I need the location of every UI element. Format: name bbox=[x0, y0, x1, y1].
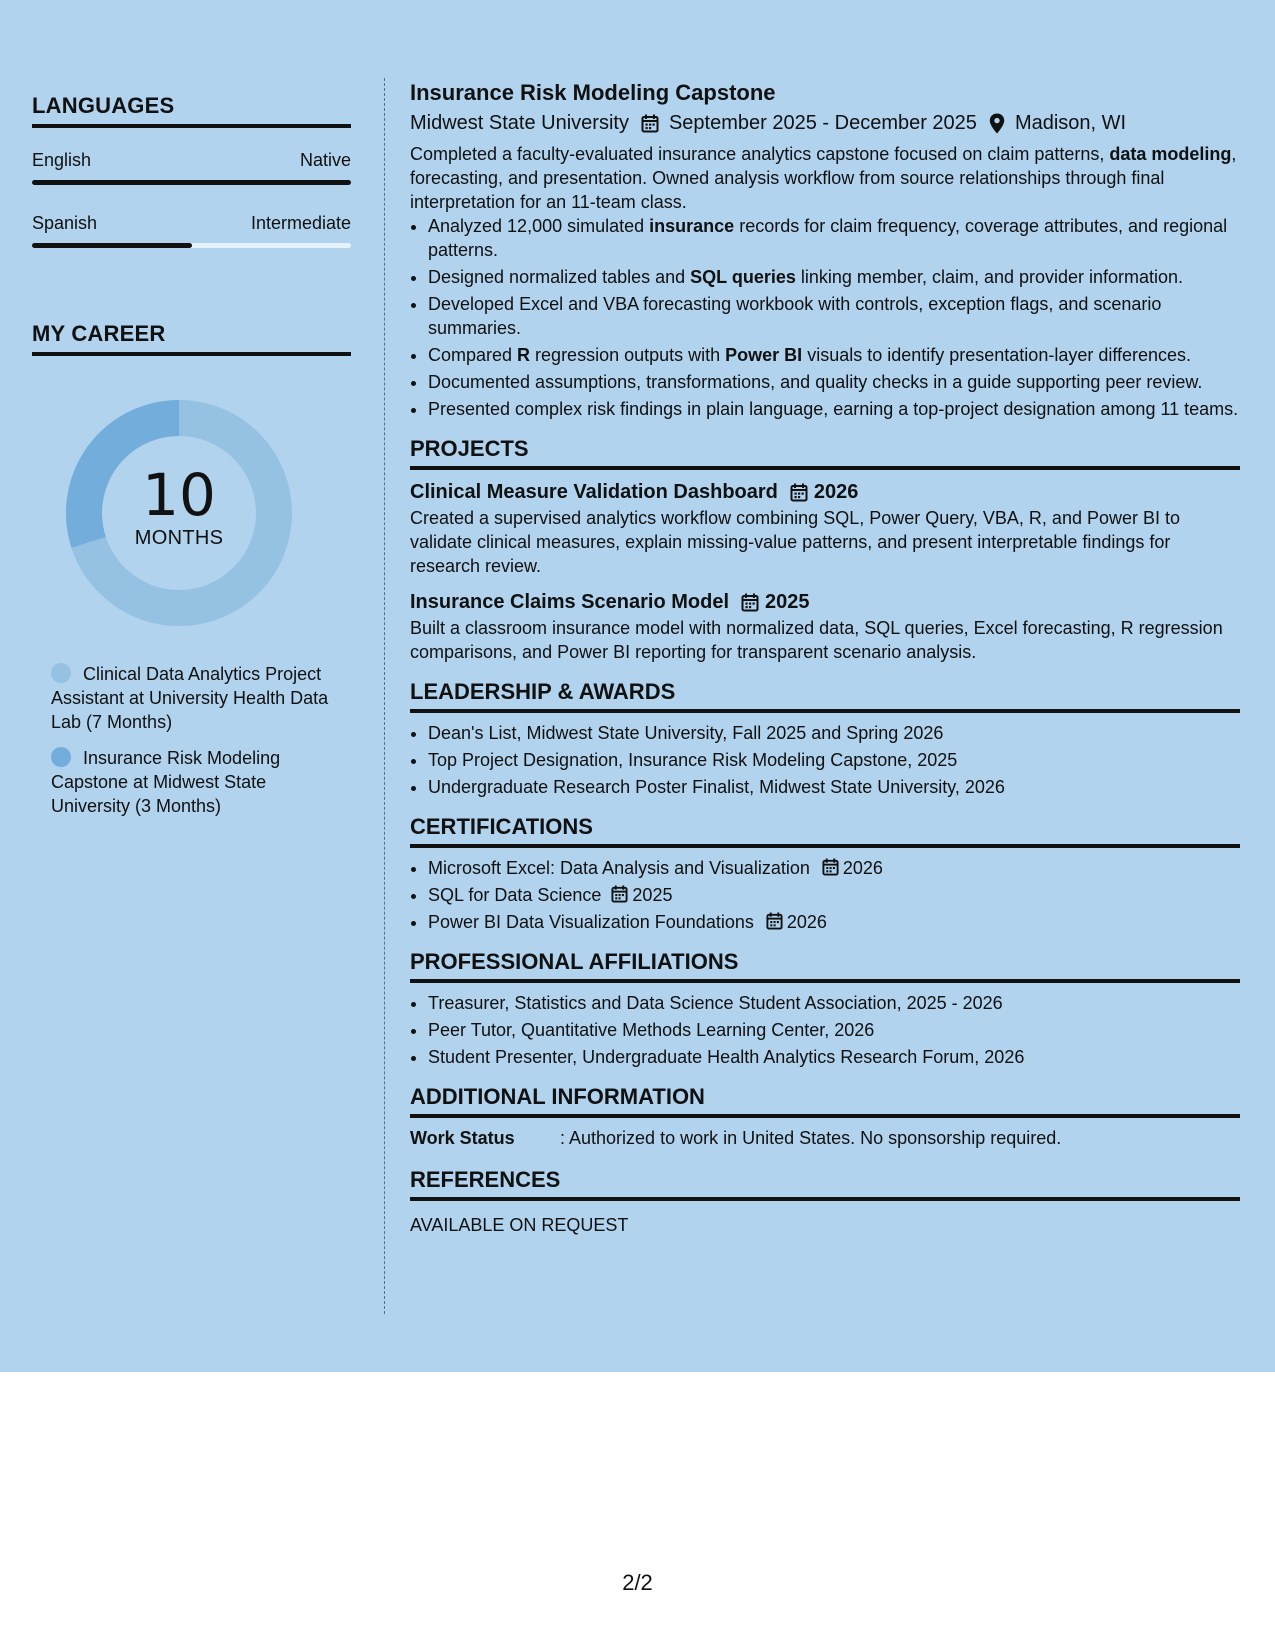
affiliation-item: • Student Presenter, Undergraduate Health Analytics Research Forum, 2026 bbox=[428, 1045, 1240, 1069]
summary-keyword: data modeling bbox=[1109, 144, 1232, 164]
job-bullet: • Documented assumptions, transformations, and quality checks in a guide supporting peer review. bbox=[428, 370, 1240, 394]
job-organization: Midwest State University bbox=[410, 112, 629, 134]
language-item-english bbox=[32, 148, 351, 185]
languages-heading: LANGUAGES bbox=[32, 92, 351, 128]
job-summary bbox=[410, 142, 1240, 214]
language-name: English bbox=[32, 150, 92, 170]
certifications-list bbox=[410, 856, 1240, 934]
career-legend bbox=[51, 662, 331, 818]
job-dates: September 2025 - December 2025 bbox=[668, 112, 977, 134]
project-item bbox=[410, 588, 1240, 664]
projects-heading: PROJECTS bbox=[410, 435, 1240, 470]
leadership-heading: LEADERSHIP & AWARDS bbox=[410, 678, 1240, 713]
language-proficiency-fill bbox=[32, 180, 351, 185]
calendar-icon bbox=[790, 483, 808, 502]
leadership-item: • Undergraduate Research Poster Finalist, Midwest State University, 2026 bbox=[428, 775, 1240, 799]
career-total-months: 10 bbox=[142, 461, 216, 529]
work-status-label: Work Status bbox=[410, 1128, 515, 1148]
additional-info-heading: ADDITIONAL INFORMATION bbox=[410, 1083, 1240, 1118]
job-bullet: • Designed normalized tables and SQL queries linking member, claim, and provider information. bbox=[428, 265, 1240, 289]
calendar-icon bbox=[611, 885, 628, 903]
language-proficiency-bar bbox=[32, 180, 351, 185]
legend-dot bbox=[51, 663, 71, 683]
affiliation-item: • Treasurer, Statistics and Data Science Student Association, 2025 - 2026 bbox=[428, 991, 1240, 1015]
project-title: Insurance Claims Scenario Model bbox=[410, 591, 729, 613]
calendar-icon bbox=[741, 593, 759, 612]
career-legend-item bbox=[51, 746, 331, 818]
leadership-list bbox=[410, 721, 1240, 799]
page-number: 2/2 bbox=[622, 1570, 653, 1595]
project-description: Created a supervised analytics workflow combining SQL, Power Query, VBA, R, and Power BI to validate clinical measures, explain missing-value patterns, and present interpretable findings for research review. bbox=[410, 508, 1181, 576]
job-bullet: • Presented complex risk findings in plain language, earning a top-project designation among 11 teams. bbox=[428, 397, 1240, 421]
references-text: AVAILABLE ON REQUEST bbox=[410, 1215, 629, 1235]
language-level: Native bbox=[299, 150, 351, 170]
job-meta bbox=[410, 108, 1240, 138]
career-heading: MY CAREER bbox=[32, 320, 351, 356]
job-bullet: • Analyzed 12,000 simulated insurance records for claim frequency, coverage attributes, and regional patterns. bbox=[428, 214, 1240, 262]
certification-year: 2026 bbox=[842, 858, 883, 878]
calendar-icon bbox=[822, 858, 839, 876]
language-proficiency-bar bbox=[32, 243, 351, 248]
experience-entry bbox=[410, 78, 1240, 421]
leadership-item: • Dean's List, Midwest State University, Fall 2025 and Spring 2026 bbox=[428, 721, 1240, 745]
map-pin-icon bbox=[989, 113, 1005, 134]
certification-name: Power BI Data Visualization Foundations bbox=[428, 912, 754, 932]
certification-item bbox=[428, 883, 1240, 907]
work-status-row bbox=[410, 1126, 1240, 1150]
affiliation-item: • Peer Tutor, Quantitative Methods Learning Center, 2026 bbox=[428, 1018, 1240, 1042]
legend-text: Insurance Risk Modeling Capstone at Midwest State University (3 Months) bbox=[51, 748, 281, 816]
language-proficiency-fill bbox=[32, 243, 192, 248]
job-location: Madison, WI bbox=[1014, 112, 1127, 134]
certification-item bbox=[428, 910, 1240, 934]
calendar-icon bbox=[766, 912, 783, 930]
summary-text: , forecasting, and presentation. Owned analysis workflow from source relationships through final interpretation for an 11-team class. bbox=[410, 144, 1237, 212]
certification-name: SQL for Data Science bbox=[428, 885, 602, 905]
summary-text: Completed a faculty-evaluated insurance analytics capstone focused on claim patterns, bbox=[410, 144, 1110, 164]
sidebar bbox=[32, 92, 351, 828]
calendar-icon bbox=[641, 114, 659, 133]
column-divider bbox=[384, 78, 385, 1314]
language-level: Intermediate bbox=[250, 213, 351, 233]
project-year: 2025 bbox=[765, 591, 810, 613]
affiliations-heading: PROFESSIONAL AFFILIATIONS bbox=[410, 948, 1240, 983]
job-title: Insurance Risk Modeling Capstone bbox=[410, 80, 776, 105]
leadership-item: • Top Project Designation, Insurance Risk Modeling Capstone, 2025 bbox=[428, 748, 1240, 772]
project-title: Clinical Measure Validation Dashboard bbox=[410, 481, 778, 503]
work-status-value: : Authorized to work in United States. No sponsorship required. bbox=[560, 1128, 1062, 1148]
job-bullet: • Developed Excel and VBA forecasting workbook with controls, exception flags, and scenario summaries. bbox=[428, 292, 1240, 340]
project-description: Built a classroom insurance model with normalized data, SQL queries, Excel forecasting, R regression comparisons, and Power BI reporting for transparent scenario analysis. bbox=[410, 618, 1223, 662]
language-name: Spanish bbox=[32, 213, 98, 233]
career-legend-item bbox=[51, 662, 331, 734]
project-year: 2026 bbox=[813, 481, 859, 503]
certification-year: 2025 bbox=[632, 885, 673, 905]
legend-text: Clinical Data Analytics Project Assistant at University Health Data Lab (7 Months) bbox=[51, 664, 329, 732]
certification-item bbox=[428, 856, 1240, 880]
career-total-unit: MONTHS bbox=[134, 527, 224, 549]
job-bullets bbox=[410, 214, 1240, 421]
affiliations-list bbox=[410, 991, 1240, 1069]
references-heading: REFERENCES bbox=[410, 1166, 1240, 1201]
career-donut-chart bbox=[66, 400, 292, 626]
certification-name: Microsoft Excel: Data Analysis and Visualization bbox=[428, 858, 810, 878]
legend-dot bbox=[51, 747, 71, 767]
certifications-heading: CERTIFICATIONS bbox=[410, 813, 1240, 848]
project-item bbox=[410, 478, 1240, 578]
job-bullet: • Compared R regression outputs with Power BI visuals to identify presentation-layer differences. bbox=[428, 343, 1240, 367]
main-column bbox=[410, 78, 1240, 1237]
language-item-spanish bbox=[32, 211, 351, 248]
certification-year: 2026 bbox=[786, 912, 827, 932]
